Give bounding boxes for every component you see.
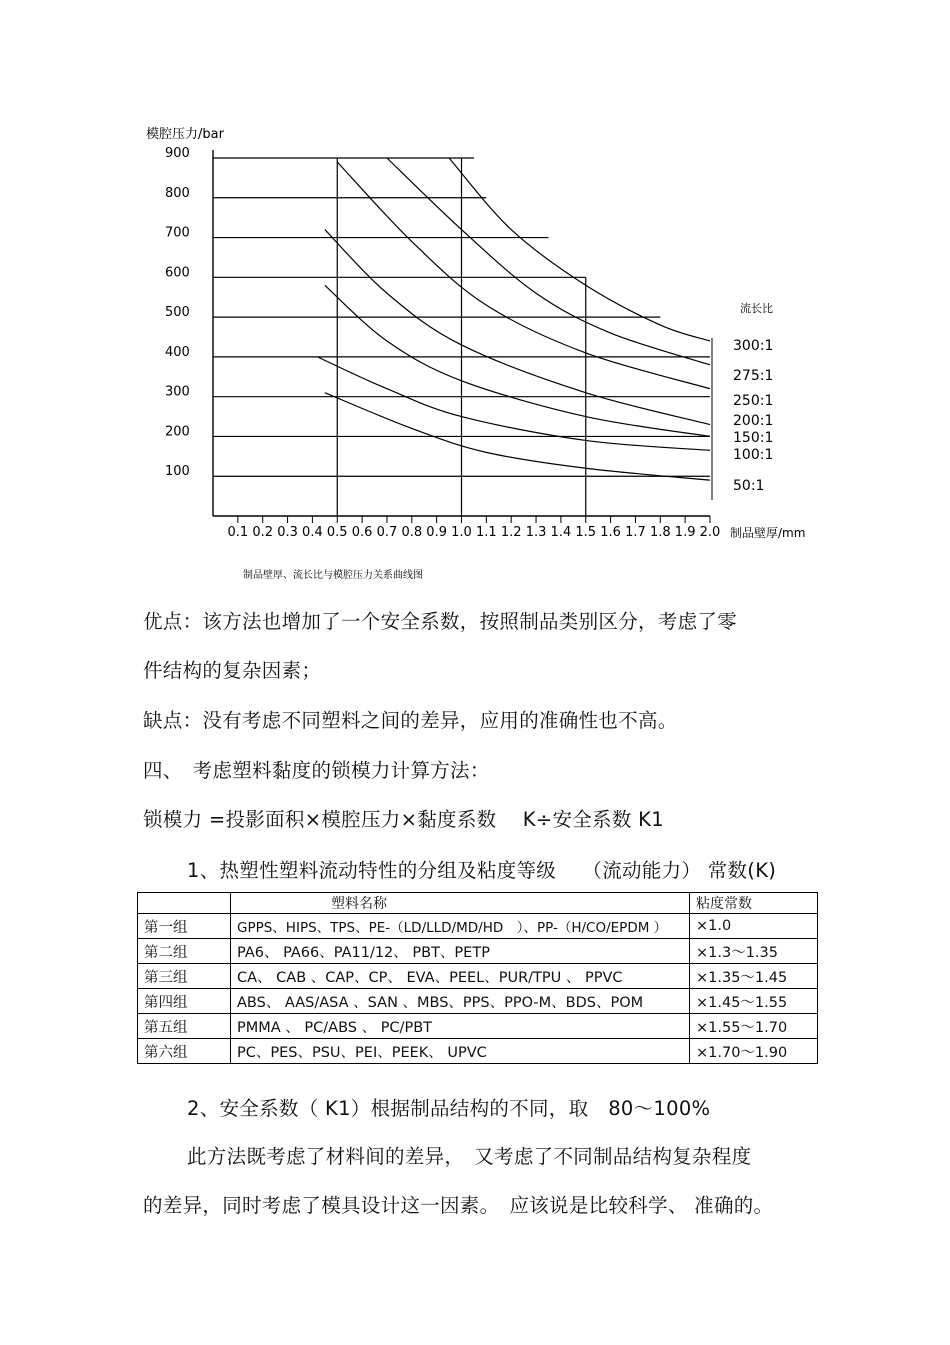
x-tick-label: 1.3 xyxy=(525,525,547,540)
x-axis-label: 制品壁厚/mm xyxy=(730,526,806,540)
clamping-force-formula: 锁模力 =投影面积×模腔压力×黏度系数 K÷安全系数 K1 xyxy=(143,808,664,831)
header-cell-constant: 粘度常数 xyxy=(690,893,818,914)
legend-title: 流长比 xyxy=(740,302,773,315)
x-tick-label: 0.9 xyxy=(426,525,447,540)
curve-150-1 xyxy=(325,285,710,436)
legend-label: 150:1 xyxy=(733,430,774,446)
curve-300-1 xyxy=(449,158,710,341)
x-tick-label: 0.6 xyxy=(351,525,373,540)
table-row xyxy=(138,1014,818,1039)
plastics-cell: PMMA 、 PC/ABS 、 PC/PBT xyxy=(231,1014,690,1039)
constant-cell: ×1.35～1.45 xyxy=(690,964,818,989)
chart-legend xyxy=(712,338,773,500)
disadvantage-line: 缺点：没有考虑不同塑料之间的差异，应用的准确性也不高。 xyxy=(143,709,678,732)
x-tick-label: 1.2 xyxy=(500,525,522,540)
legend-label: 100:1 xyxy=(733,447,774,463)
table-row xyxy=(138,989,818,1014)
x-tick-label: 1.5 xyxy=(575,525,597,540)
y-tick-labels xyxy=(165,146,190,479)
header-cell-plastic: 塑料名称 xyxy=(231,893,690,914)
constant-cell: ×1.45～1.55 xyxy=(690,989,818,1014)
chart-caption: 制品壁厚、流长比与模腔压力关系曲线图 xyxy=(243,570,423,581)
group-cell: 第五组 xyxy=(138,1014,231,1039)
chart-curves xyxy=(317,158,710,480)
x-tick-label: 1.4 xyxy=(550,525,572,540)
x-tick-label: 0.5 xyxy=(326,525,348,540)
y-tick-label: 600 xyxy=(165,265,190,281)
x-tick-label: 1.0 xyxy=(451,525,472,540)
y-tick-label: 800 xyxy=(165,185,190,201)
plastics-cell: PA6、 PA66、PA11/12、 PBT、PETP xyxy=(231,939,690,964)
header-cell-group xyxy=(138,893,231,914)
group-cell: 第三组 xyxy=(138,964,231,989)
group-cell: 第六组 xyxy=(138,1039,231,1064)
x-tick-label: 0.8 xyxy=(401,525,423,540)
table-title: 1、热塑性塑料流动特性的分组及粘度等级 （流动能力） 常数(K) xyxy=(187,859,777,882)
y-tick-label: 200 xyxy=(165,424,190,440)
plastics-cell: ABS、 AAS/ASA 、SAN 、MBS、PPS、PPO-M、BDS、POM xyxy=(231,989,690,1014)
x-tick-label: 1.8 xyxy=(649,525,671,540)
x-tick-label: 1.9 xyxy=(674,525,696,540)
legend-label: 250:1 xyxy=(733,393,774,409)
conclusion-line-2: 的差异，同时考虑了模具设计这一因素。 应该说是比较科学、 准确的。 xyxy=(143,1194,774,1217)
legend-label: 50:1 xyxy=(733,478,765,494)
advantage-line-1: 优点：该方法也增加了一个安全系数，按照制品类别区分，考虑了零 xyxy=(143,610,738,633)
y-tick-label: 300 xyxy=(165,384,190,400)
constant-cell: ×1.55～1.70 xyxy=(690,1014,818,1039)
x-tick-labels xyxy=(228,525,721,540)
curve-275-1 xyxy=(387,158,710,365)
y-tick-label: 500 xyxy=(165,305,190,321)
section-four-heading: 四、 考虑塑料黏度的锁模力计算方法： xyxy=(143,759,490,782)
constant-cell: ×1.3～1.35 xyxy=(690,939,818,964)
plastics-cell: PC、PES、PSU、PEI、PEEK、 UPVC xyxy=(231,1039,690,1064)
group-cell: 第二组 xyxy=(138,939,231,964)
y-tick-label: 900 xyxy=(165,146,190,161)
legend-label: 300:1 xyxy=(733,338,774,354)
curve-200-1 xyxy=(325,230,710,425)
x-tick-label: 1.6 xyxy=(600,525,621,540)
x-tick-label: 0.2 xyxy=(252,525,274,540)
x-tick-label: 0.3 xyxy=(277,525,298,540)
chart-grid xyxy=(213,158,710,516)
viscosity-table xyxy=(137,892,818,1064)
table-row xyxy=(138,1039,818,1064)
cavity-pressure-chart xyxy=(0,0,950,600)
constant-cell: ×1.70～1.90 xyxy=(690,1039,818,1064)
safety-factor-line: 2、安全系数（ K1）根据制品结构的不同，取 80～100% xyxy=(187,1097,711,1120)
x-tick-label: 0.4 xyxy=(302,525,323,540)
x-tick-label: 0.1 xyxy=(227,525,249,540)
group-cell: 第四组 xyxy=(138,989,231,1014)
y-axis-label: 模腔压力/bar xyxy=(146,127,224,142)
legend-label: 200:1 xyxy=(733,413,774,429)
x-tick-label: 2.0 xyxy=(699,525,721,540)
group-cell: 第一组 xyxy=(138,914,231,939)
curve-250-1 xyxy=(337,162,710,389)
conclusion-line-1: 此方法既考虑了材料间的差异， 又考虑了不同制品结构复杂程度 xyxy=(187,1145,752,1168)
x-tick-label: 0.7 xyxy=(376,525,398,540)
x-tick-label: 1.7 xyxy=(625,525,646,540)
x-tick-label: 1.1 xyxy=(476,525,497,540)
table-header-row xyxy=(138,893,818,914)
constant-cell: ×1.0 xyxy=(690,914,818,939)
y-tick-label: 700 xyxy=(165,225,190,241)
plastics-cell: CA、 CAB 、CAP、CP、 EVA、PEEL、PUR/TPU 、 PPVC xyxy=(231,964,690,989)
table-row xyxy=(138,939,818,964)
plastics-cell: GPPS、HIPS、TPS、PE-（LD/LLD/MD/HD ）、PP-（H/CO/EPDM ） xyxy=(231,914,690,939)
advantage-line-2: 件结构的复杂因素； xyxy=(143,659,322,682)
table-row xyxy=(138,914,818,939)
y-tick-label: 100 xyxy=(165,464,190,480)
table-row xyxy=(138,964,818,989)
y-tick-label: 400 xyxy=(165,344,190,360)
legend-label: 275:1 xyxy=(733,368,774,384)
